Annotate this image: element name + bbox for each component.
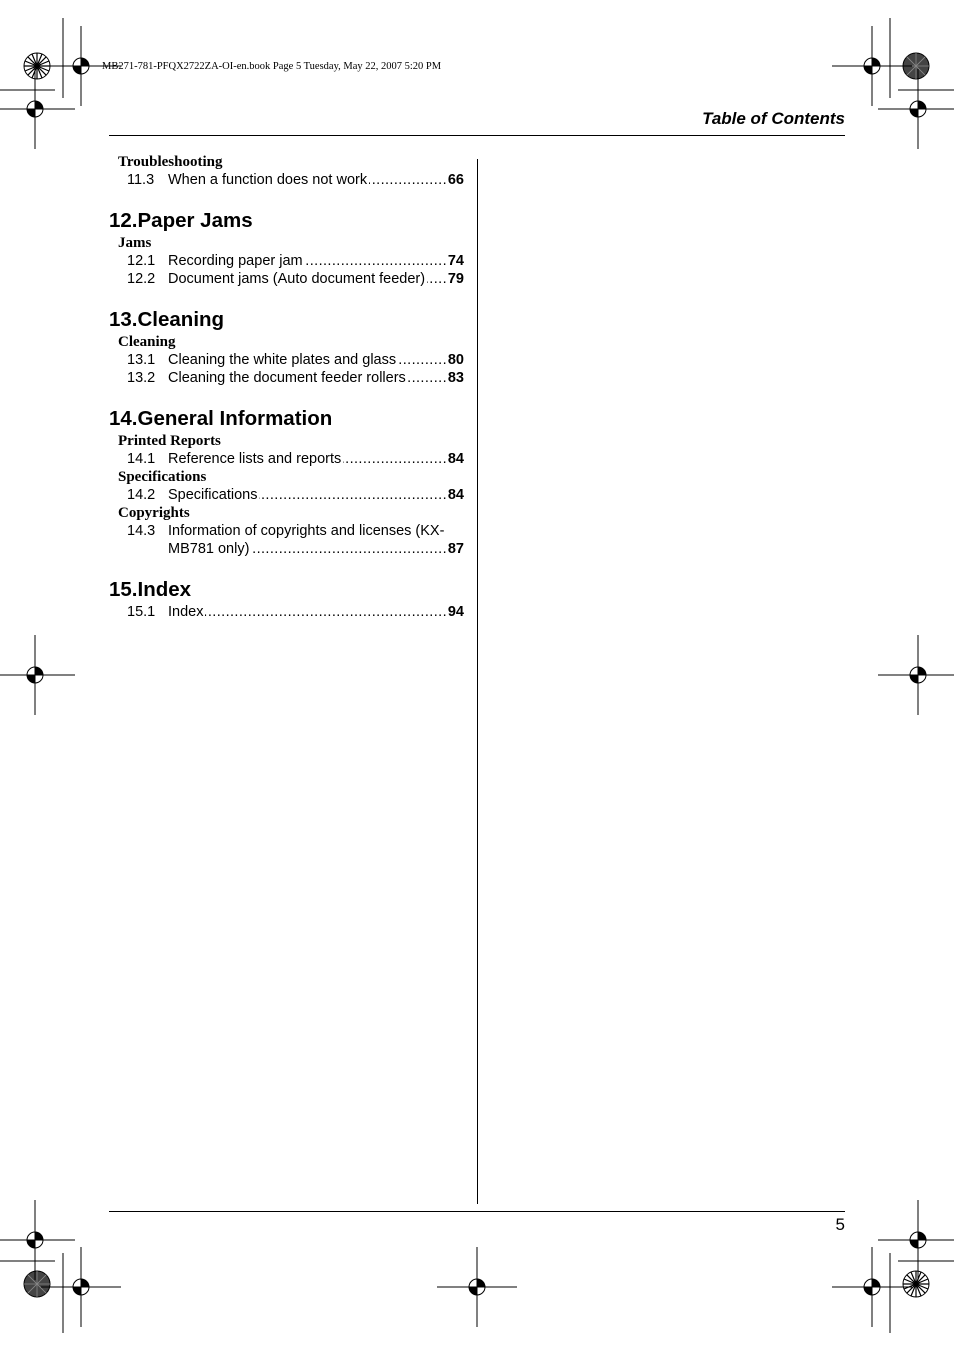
entry-number: 13.2 [127, 370, 156, 386]
entry-title: Cleaning the document feeder rollers [168, 370, 406, 386]
entry-title: Document jams (Auto document feeder) [168, 271, 426, 287]
entry-number: 12.2 [127, 271, 156, 287]
chapter-title: 12.Paper Jams [109, 209, 253, 232]
group-label: Cleaning [118, 334, 176, 350]
entry-number: 14.1 [127, 451, 156, 467]
header-rule [109, 135, 845, 136]
entry-title: Cleaning the white plates and glass [168, 352, 397, 368]
toc-entry[interactable] [109, 603, 464, 621]
entry-page: 87 [447, 541, 464, 557]
entry-title: Specifications [168, 487, 258, 503]
entry-title: Reference lists and reports [168, 451, 342, 467]
entry-page: 80 [447, 352, 464, 368]
toc-section-11 [109, 153, 464, 189]
chapter-title: 15.Index [109, 578, 192, 601]
entry-number: 14.2 [127, 487, 156, 503]
column-divider [477, 159, 478, 1204]
entry-number: 15.1 [127, 604, 156, 620]
chapter-title: 14.General Information [109, 407, 333, 430]
group-label: Troubleshooting [118, 154, 223, 170]
entry-page: 66 [447, 172, 464, 188]
toc-entry[interactable] [109, 270, 464, 288]
group-label: Specifications [118, 469, 207, 485]
toc-entry[interactable] [109, 486, 464, 504]
entry-number: 12.1 [127, 253, 156, 269]
entry-page: 79 [447, 271, 464, 287]
entry-number: 14.3 [127, 523, 156, 539]
chapter-title: 13.Cleaning [109, 308, 225, 331]
entry-number: 13.1 [127, 352, 156, 368]
group-label: Jams [118, 235, 152, 251]
toc-entry[interactable] [109, 351, 464, 369]
group-label: Printed Reports [118, 433, 221, 449]
entry-page: 84 [447, 487, 464, 503]
toc-entry[interactable] [109, 252, 464, 270]
footer-rule [109, 1211, 845, 1212]
entry-number: 11.3 [127, 172, 155, 188]
entry-title: Index [168, 604, 204, 620]
toc-entry[interactable] [109, 450, 464, 468]
table-of-contents [109, 153, 464, 640]
toc-entry[interactable] [109, 171, 464, 189]
entry-page: 84 [447, 451, 464, 467]
entry-title-continued: MB781 only) [168, 541, 250, 557]
entry-page: 83 [447, 370, 464, 386]
toc-entry[interactable] [109, 369, 464, 387]
toc-section-12 [109, 208, 464, 288]
group-label: Copyrights [118, 505, 190, 521]
running-head: Table of Contents [702, 109, 845, 128]
entry-page: 74 [447, 253, 464, 269]
print-header: MB271-781-PFQX2722ZA-OI-en.book Page 5 Tuesday, May 22, 2007 5:20 PM [102, 61, 442, 72]
entry-title: Information of copyrights and licenses (KX- [168, 523, 445, 539]
entry-title: Recording paper jam [168, 253, 303, 269]
toc-section-14 [109, 406, 464, 558]
page-number: 5 [835, 1215, 845, 1234]
entry-page: 94 [447, 604, 464, 620]
toc-entry[interactable] [109, 522, 464, 558]
toc-section-15 [109, 577, 464, 621]
entry-title: When a function does not work [168, 172, 368, 188]
toc-section-13 [109, 307, 464, 387]
